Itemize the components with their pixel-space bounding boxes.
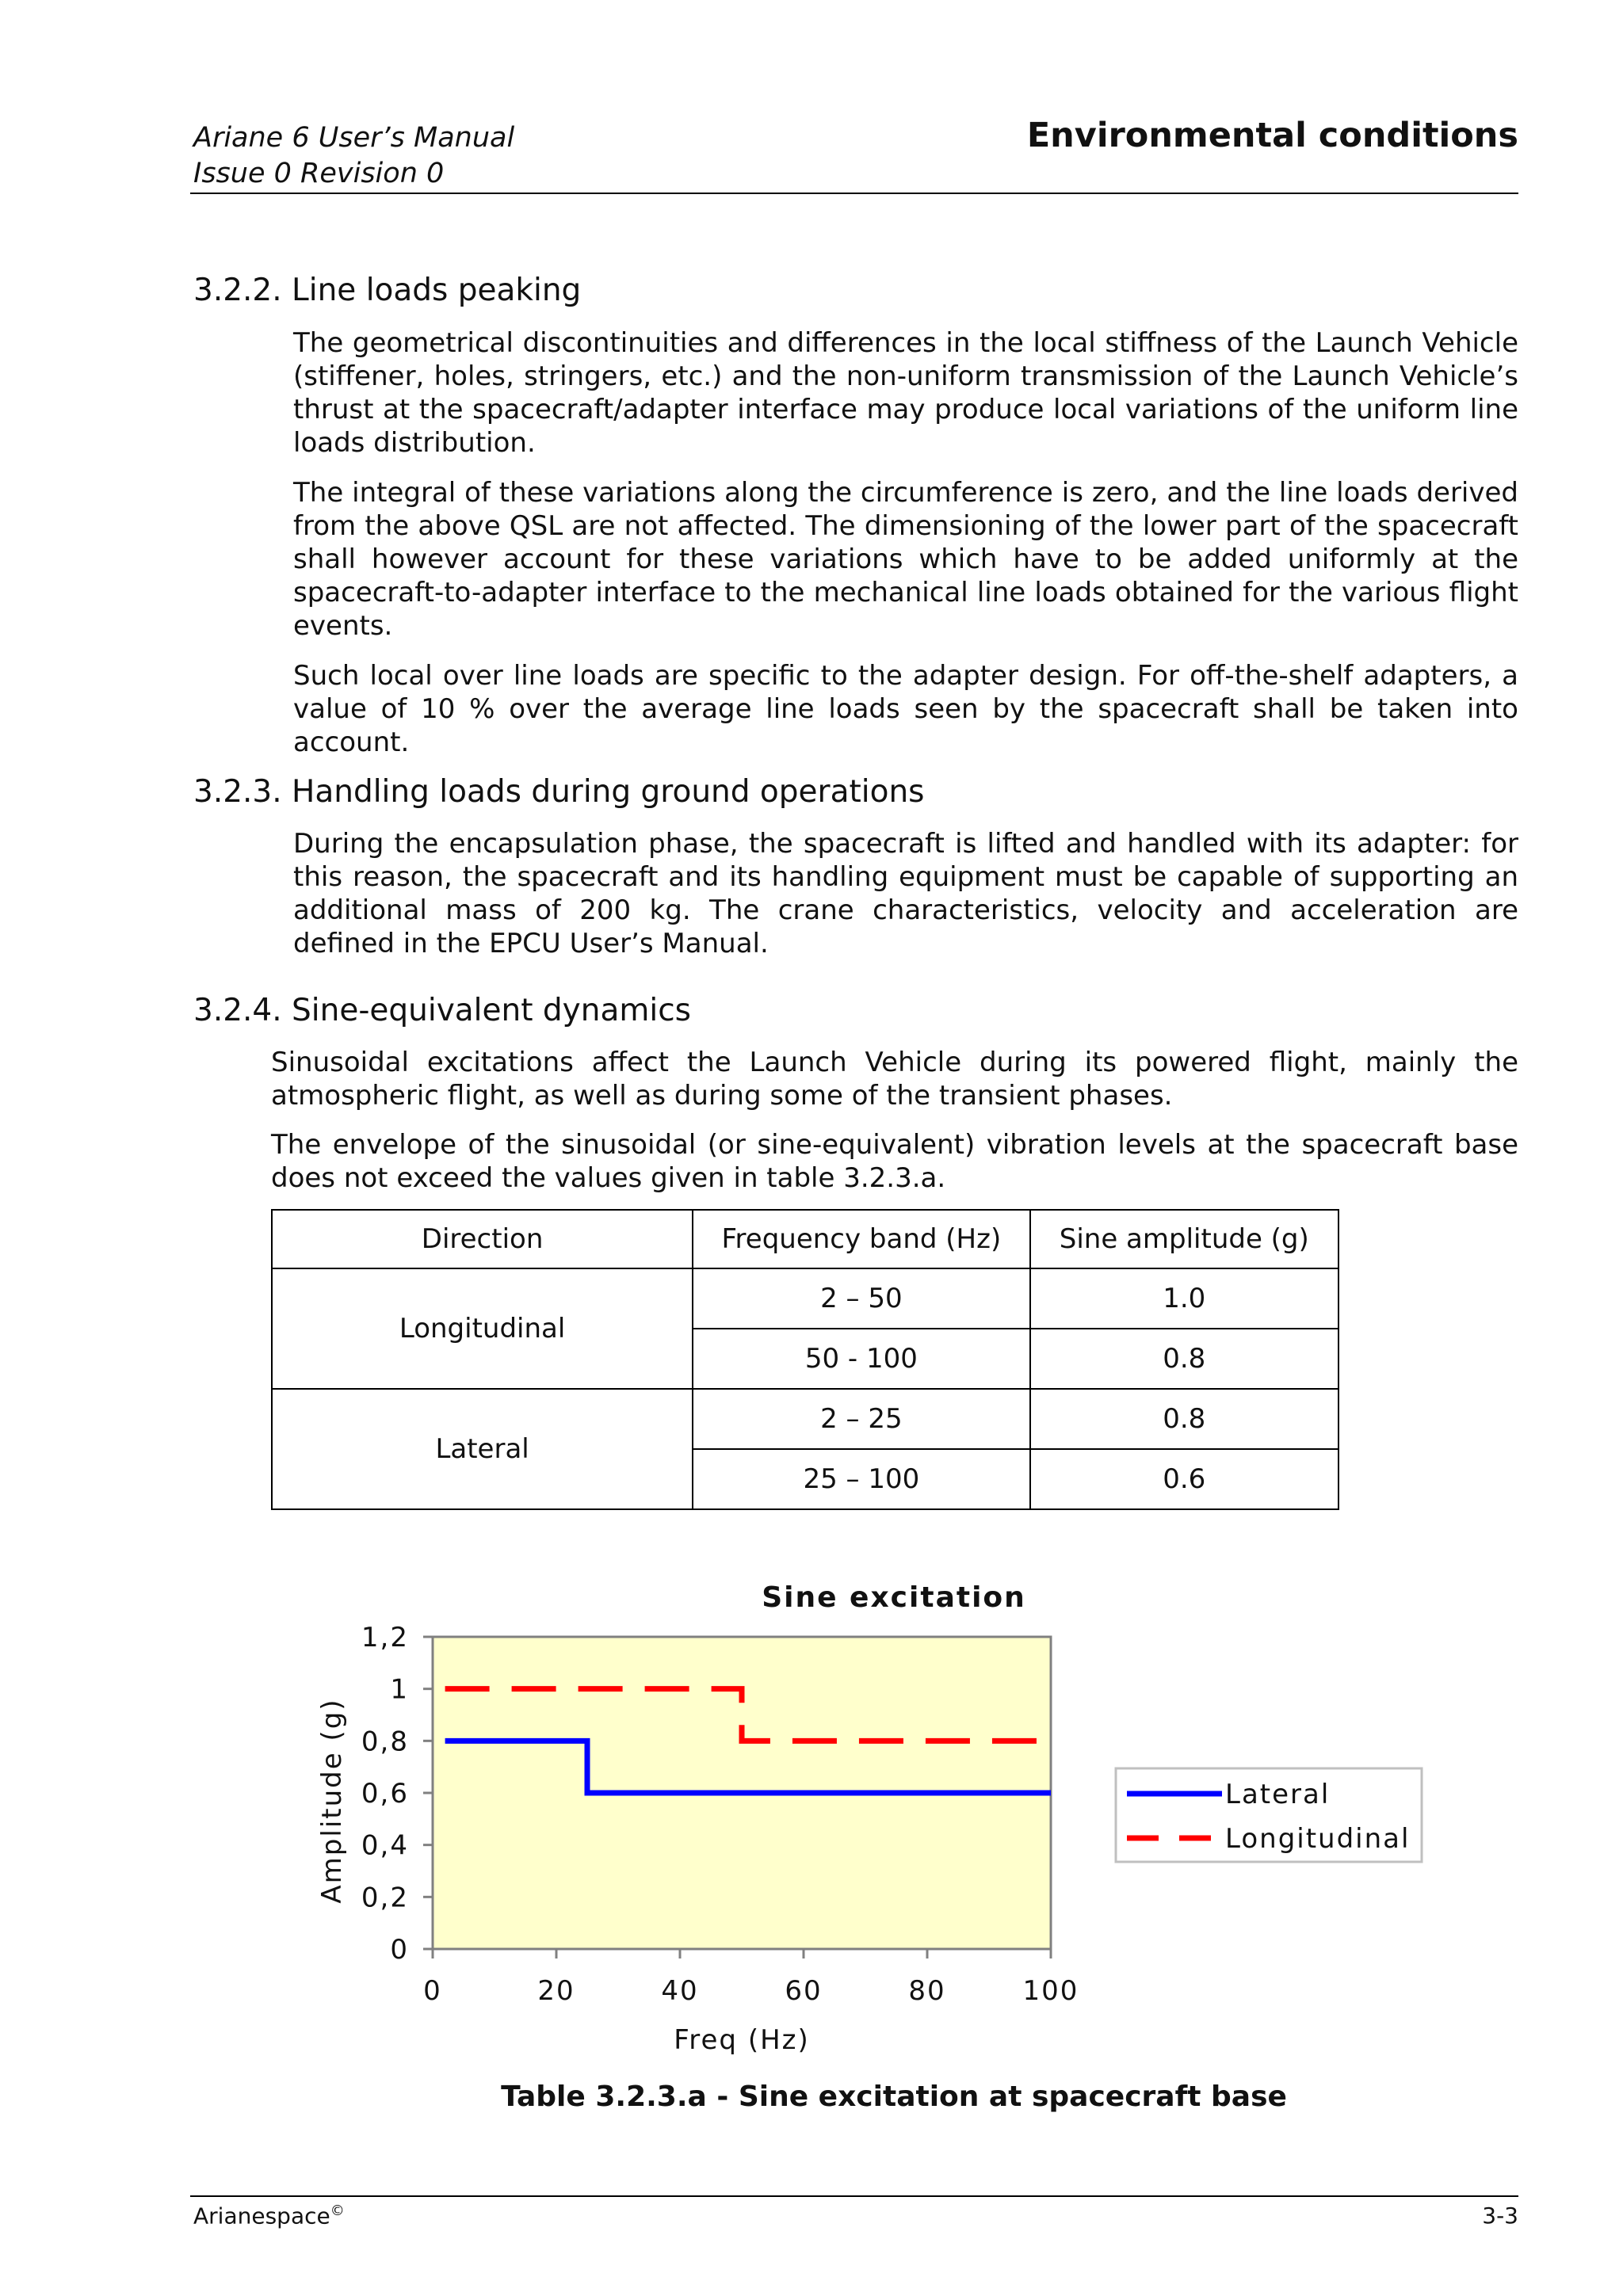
amplitude-cell: 0.8: [1030, 1329, 1338, 1389]
y-tick-label: 0,4: [361, 1829, 409, 1862]
y-tick-label: 0,2: [361, 1882, 409, 1914]
direction-cell: Longitudinal: [272, 1268, 693, 1389]
paragraph-sine-2: The envelope of the sinusoidal (or sine-equivalent) vibration levels at the spacecraft base does not exceed the values given in table 3.2.3.a.: [271, 1129, 1518, 1194]
legend-label-lateral: Lateral: [1225, 1779, 1331, 1810]
chart-title: Sine excitation: [762, 1581, 1026, 1614]
section-heading-3-2-3: 3.2.3. Handling loads during ground operations: [193, 774, 925, 810]
page-number: 3-3: [1482, 2203, 1518, 2229]
amplitude-cell: 0.8: [1030, 1389, 1338, 1449]
frequency-band-cell: 50 - 100: [693, 1329, 1029, 1389]
footer-divider: [190, 2195, 1518, 2197]
x-tick-label: 40: [661, 1975, 699, 2007]
paragraph-handling-loads: During the encapsulation phase, the spacecraft is lifted and handled with its adapter: for this reason, the spacecraft and its handling equipment must be capable of supporting an additional mass of 200 kg. The crane characteristics, velocity and acceleration are defined in the EPCU User’s Manual.: [293, 828, 1518, 959]
column-header-frequency-band: Frequency band (Hz): [693, 1210, 1029, 1268]
column-header-sine-amplitude: Sine amplitude (g): [1030, 1210, 1338, 1268]
x-axis-label: Freq (Hz): [674, 2024, 810, 2056]
manual-title: Ariane 6 User’s Manual: [193, 122, 515, 154]
y-axis-label: Amplitude (g): [316, 1698, 348, 1904]
frequency-band-cell: 2 – 50: [693, 1268, 1029, 1329]
company-name: Arianespace: [193, 2203, 330, 2229]
y-tick-label: 1: [390, 1673, 409, 1706]
frequency-band-cell: 25 – 100: [693, 1449, 1029, 1509]
amplitude-cell: 1.0: [1030, 1268, 1338, 1329]
x-tick-label: 0: [423, 1975, 442, 2007]
chapter-title: Environmental conditions: [1026, 116, 1518, 155]
paragraph-line-loads-1: The geometrical discontinuities and differences in the local stiffness of the Launch Vehicle (stiffener, holes, stringers, etc.) and the non-uniform transmission of the Launch Vehicle’s thrust at the spacecraft/adapter interface may produce local variations of the uniform line loads distribution.: [293, 327, 1518, 459]
y-tick-label: 0,8: [361, 1726, 409, 1758]
copyright-symbol: ©: [330, 2203, 345, 2219]
legend-label-longitudinal: Longitudinal: [1225, 1823, 1411, 1855]
x-tick-label: 60: [785, 1975, 823, 2007]
paragraph-line-loads-2: The integral of these variations along the circumference is zero, and the line loads derived from the above QSL are not affected. The dimensioning of the lower part of the spacecraft shall however account for these variations which have to be added uniformly at the spacecraft-to-adapter interface to the mechanical line loads obtained for the various flight events.: [293, 477, 1518, 642]
section-heading-3-2-2: 3.2.2. Line loads peaking: [193, 273, 582, 308]
direction-cell: Lateral: [272, 1389, 693, 1509]
table-caption: Table 3.2.3.a - Sine excitation at spacecraft base: [501, 2081, 1287, 2113]
section-heading-3-2-4: 3.2.4. Sine-equivalent dynamics: [193, 993, 691, 1028]
column-header-direction: Direction: [272, 1210, 693, 1268]
frequency-band-cell: 2 – 25: [693, 1389, 1029, 1449]
x-tick-label: 100: [1022, 1975, 1079, 2007]
x-tick-label: 20: [537, 1975, 575, 2007]
paragraph-line-loads-3: Such local over line loads are specific to the adapter design. For off-the-shelf adapters, a value of 10 % over the average line loads seen by the spacecraft shall be taken into account.: [293, 660, 1518, 758]
y-tick-label: 0: [390, 1934, 409, 1966]
y-tick-label: 0,6: [361, 1778, 409, 1810]
paragraph-sine-1: Sinusoidal excitations affect the Launch Vehicle during its powered flight, mainly the atmospheric flight, as well as during some of the transient phases.: [271, 1047, 1518, 1112]
y-tick-label: 1,2: [361, 1622, 409, 1653]
x-tick-label: 80: [908, 1975, 946, 2007]
issue-revision: Issue 0 Revision 0: [193, 158, 445, 189]
amplitude-cell: 0.6: [1030, 1449, 1338, 1509]
footer-company: [193, 2203, 345, 2229]
